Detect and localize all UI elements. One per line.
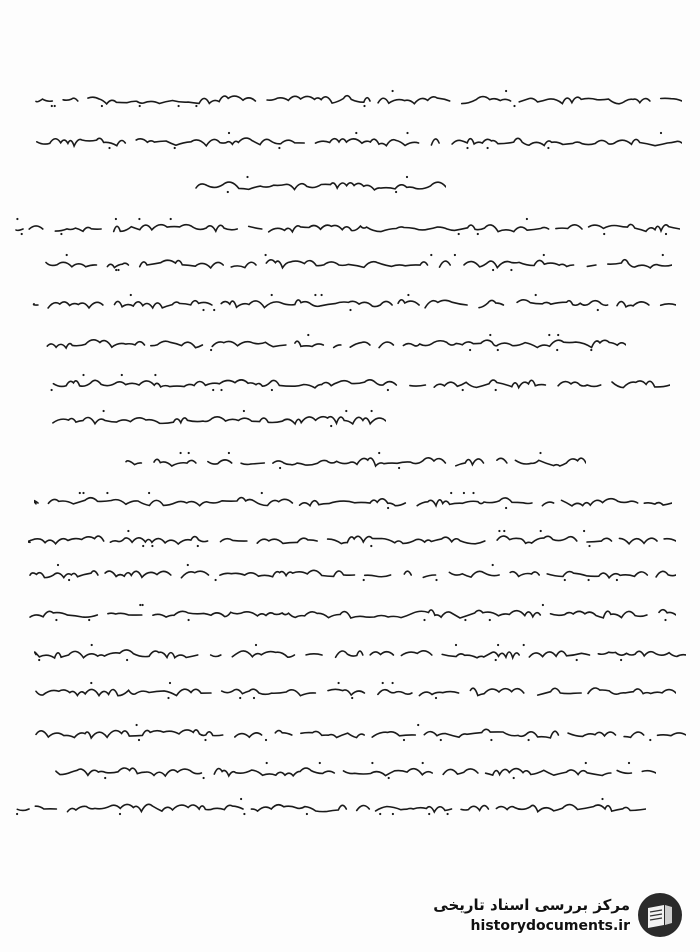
handwritten-line bbox=[42, 332, 626, 352]
handwritten-line bbox=[24, 130, 682, 150]
handwritten-line bbox=[28, 562, 676, 582]
handwritten-line bbox=[28, 528, 676, 548]
handwritten-line bbox=[44, 252, 672, 272]
handwritten-line bbox=[28, 602, 676, 622]
watermark-title: مرکز بررسی اسناد تاریخی bbox=[433, 896, 630, 914]
handwritten-line bbox=[124, 450, 586, 470]
handwritten-line bbox=[14, 216, 680, 236]
historydocuments-logo-icon bbox=[638, 893, 682, 937]
watermark bbox=[400, 888, 682, 942]
handwritten-line bbox=[34, 490, 672, 510]
handwritten-line bbox=[34, 680, 676, 700]
handwritten-line bbox=[34, 88, 682, 108]
handwritten-text-block bbox=[14, 88, 686, 828]
watermark-url: historydocuments.ir bbox=[470, 918, 630, 934]
handwritten-line bbox=[48, 372, 670, 392]
handwritten-line bbox=[14, 796, 646, 816]
watermark-text bbox=[433, 896, 630, 934]
handwritten-line bbox=[54, 760, 656, 780]
handwritten-line bbox=[34, 642, 686, 662]
handwritten-line bbox=[194, 174, 446, 194]
handwritten-line bbox=[44, 408, 386, 428]
handwritten-line bbox=[32, 292, 676, 312]
handwritten-line bbox=[34, 722, 686, 742]
